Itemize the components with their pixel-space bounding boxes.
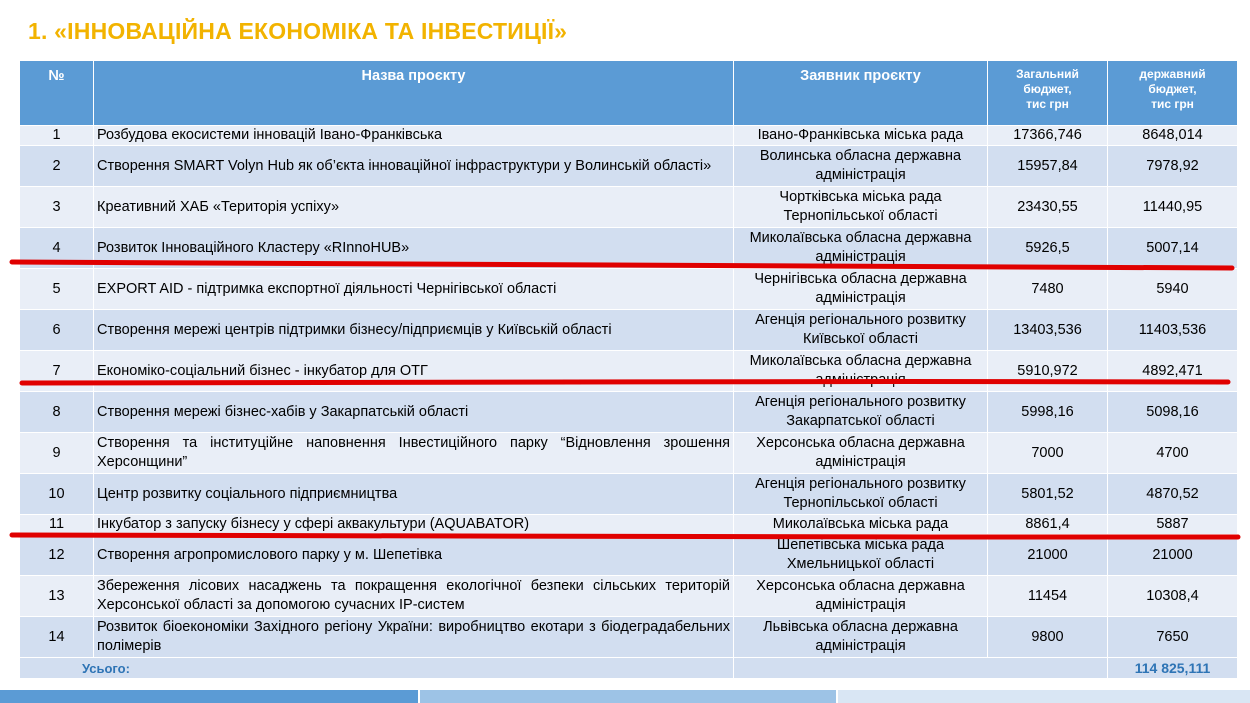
project-name: Центр розвитку соціального підприємництва — [94, 474, 734, 515]
header-number: № — [20, 61, 94, 126]
project-name: Збереження лісових насаджень та покращення екологічної безпеки сільських територій Херсонської області за допомогою сучасних IP-систем — [94, 576, 734, 617]
row-number: 3 — [20, 187, 94, 228]
project-name: Розвиток Інноваційного Кластеру «RInnoHUB» — [94, 228, 734, 269]
total-budget: 5998,16 — [988, 392, 1108, 433]
total-budget: 23430,55 — [988, 187, 1108, 228]
total-budget: 17366,746 — [988, 126, 1108, 146]
project-name: Створення мережі центрів підтримки бізнесу/підприємців у Київській області — [94, 310, 734, 351]
project-name: Інкубатор з запуску бізнесу у сфері аквакультури (AQUABATOR) — [94, 515, 734, 535]
header-project-name: Назва проєкту — [94, 61, 734, 126]
state-budget: 10308,4 — [1108, 576, 1238, 617]
total-budget: 15957,84 — [988, 146, 1108, 187]
row-number: 10 — [20, 474, 94, 515]
total-label: Усього: — [20, 658, 734, 679]
row-number: 9 — [20, 433, 94, 474]
project-name: Розбудова екосистеми інновацій Івано-Франківська — [94, 126, 734, 146]
applicant: Херсонська обласна державна адміністрація — [734, 433, 988, 474]
applicant: Агенція регіонального розвитку Тернопільської області — [734, 474, 988, 515]
red-underline-row-4 — [12, 262, 1232, 268]
project-name: Розвиток біоекономіки Західного регіону України: виробництво екотари з біодеградабельних полімерів — [94, 617, 734, 658]
applicant: Шепетівська міська рада Хмельницької області — [734, 535, 988, 576]
total-budget: 5926,5 — [988, 228, 1108, 269]
project-name: Креативний ХАБ «Територія успіху» — [94, 187, 734, 228]
applicant: Херсонська обласна державна адміністрація — [734, 576, 988, 617]
state-budget: 4892,471 — [1108, 351, 1238, 392]
row-number: 4 — [20, 228, 94, 269]
red-underline-row-7 — [22, 381, 1228, 383]
header-total-budget: Загальний бюджет, тис грн — [988, 61, 1108, 126]
total-sum: 114 825,111 — [1108, 658, 1238, 679]
applicant: Агенція регіонального розвитку Закарпатської області — [734, 392, 988, 433]
total-budget: 8861,4 — [988, 515, 1108, 535]
project-name: Створення агропромислового парку у м. Шепетівка — [94, 535, 734, 576]
applicant: Чортківська міська рада Тернопільської області — [734, 187, 988, 228]
total-budget: 5801,52 — [988, 474, 1108, 515]
row-number: 7 — [20, 351, 94, 392]
state-budget: 4870,52 — [1108, 474, 1238, 515]
applicant: Волинська обласна державна адміністрація — [734, 146, 988, 187]
total-budget: 7480 — [988, 269, 1108, 310]
applicant: Агенція регіонального розвитку Київської області — [734, 310, 988, 351]
state-budget: 11440,95 — [1108, 187, 1238, 228]
total-budget: 9800 — [988, 617, 1108, 658]
total-budget: 13403,536 — [988, 310, 1108, 351]
row-number: 8 — [20, 392, 94, 433]
state-budget: 5940 — [1108, 269, 1238, 310]
applicant: Івано-Франківська міська рада — [734, 126, 988, 146]
row-number: 6 — [20, 310, 94, 351]
applicant: Львівська обласна державна адміністрація — [734, 617, 988, 658]
row-number: 5 — [20, 269, 94, 310]
state-budget: 7650 — [1108, 617, 1238, 658]
total-budget: 7000 — [988, 433, 1108, 474]
applicant: Миколаївська обласна державна адміністрація — [734, 351, 988, 392]
state-budget: 4700 — [1108, 433, 1238, 474]
project-name: Створення та інституційне наповнення Інвестиційного парку “Відновлення зрошення Херсонщини” — [94, 433, 734, 474]
applicant: Чернігівська обласна державна адміністрація — [734, 269, 988, 310]
row-number: 13 — [20, 576, 94, 617]
state-budget: 5098,16 — [1108, 392, 1238, 433]
red-underline-row-11 — [12, 535, 1238, 537]
row-number: 1 — [20, 126, 94, 146]
row-number: 2 — [20, 146, 94, 187]
project-name: Економіко-соціальний бізнес - інкубатор для ОТГ — [94, 351, 734, 392]
total-budget: 21000 — [988, 535, 1108, 576]
state-budget: 5887 — [1108, 515, 1238, 535]
state-budget: 7978,92 — [1108, 146, 1238, 187]
row-number: 14 — [20, 617, 94, 658]
row-number: 11 — [20, 515, 94, 535]
page-title: 1. «ІННОВАЦІЙНА ЕКОНОМІКА ТА ІНВЕСТИЦІЇ» — [28, 18, 568, 44]
state-budget: 11403,536 — [1108, 310, 1238, 351]
project-name: EXPORT AID - підтримка експортної діяльності Чернігівської області — [94, 269, 734, 310]
state-budget: 5007,14 — [1108, 228, 1238, 269]
row-number: 12 — [20, 535, 94, 576]
state-budget: 21000 — [1108, 535, 1238, 576]
header-applicant: Заявник проєкту — [734, 61, 988, 126]
header-state-budget: державний бюджет, тис грн — [1108, 61, 1238, 126]
applicant: Миколаївська обласна державна адміністрація — [734, 228, 988, 269]
state-budget: 8648,014 — [1108, 126, 1238, 146]
total-budget: 5910,972 — [988, 351, 1108, 392]
project-name: Створення мережі бізнес-хабів у Закарпатській області — [94, 392, 734, 433]
project-name: Створення SMART Volyn Hub як об’єкта інноваційної інфраструктури у Волинській області» — [94, 146, 734, 187]
applicant: Миколаївська міська рада — [734, 515, 988, 535]
total-budget: 11454 — [988, 576, 1108, 617]
